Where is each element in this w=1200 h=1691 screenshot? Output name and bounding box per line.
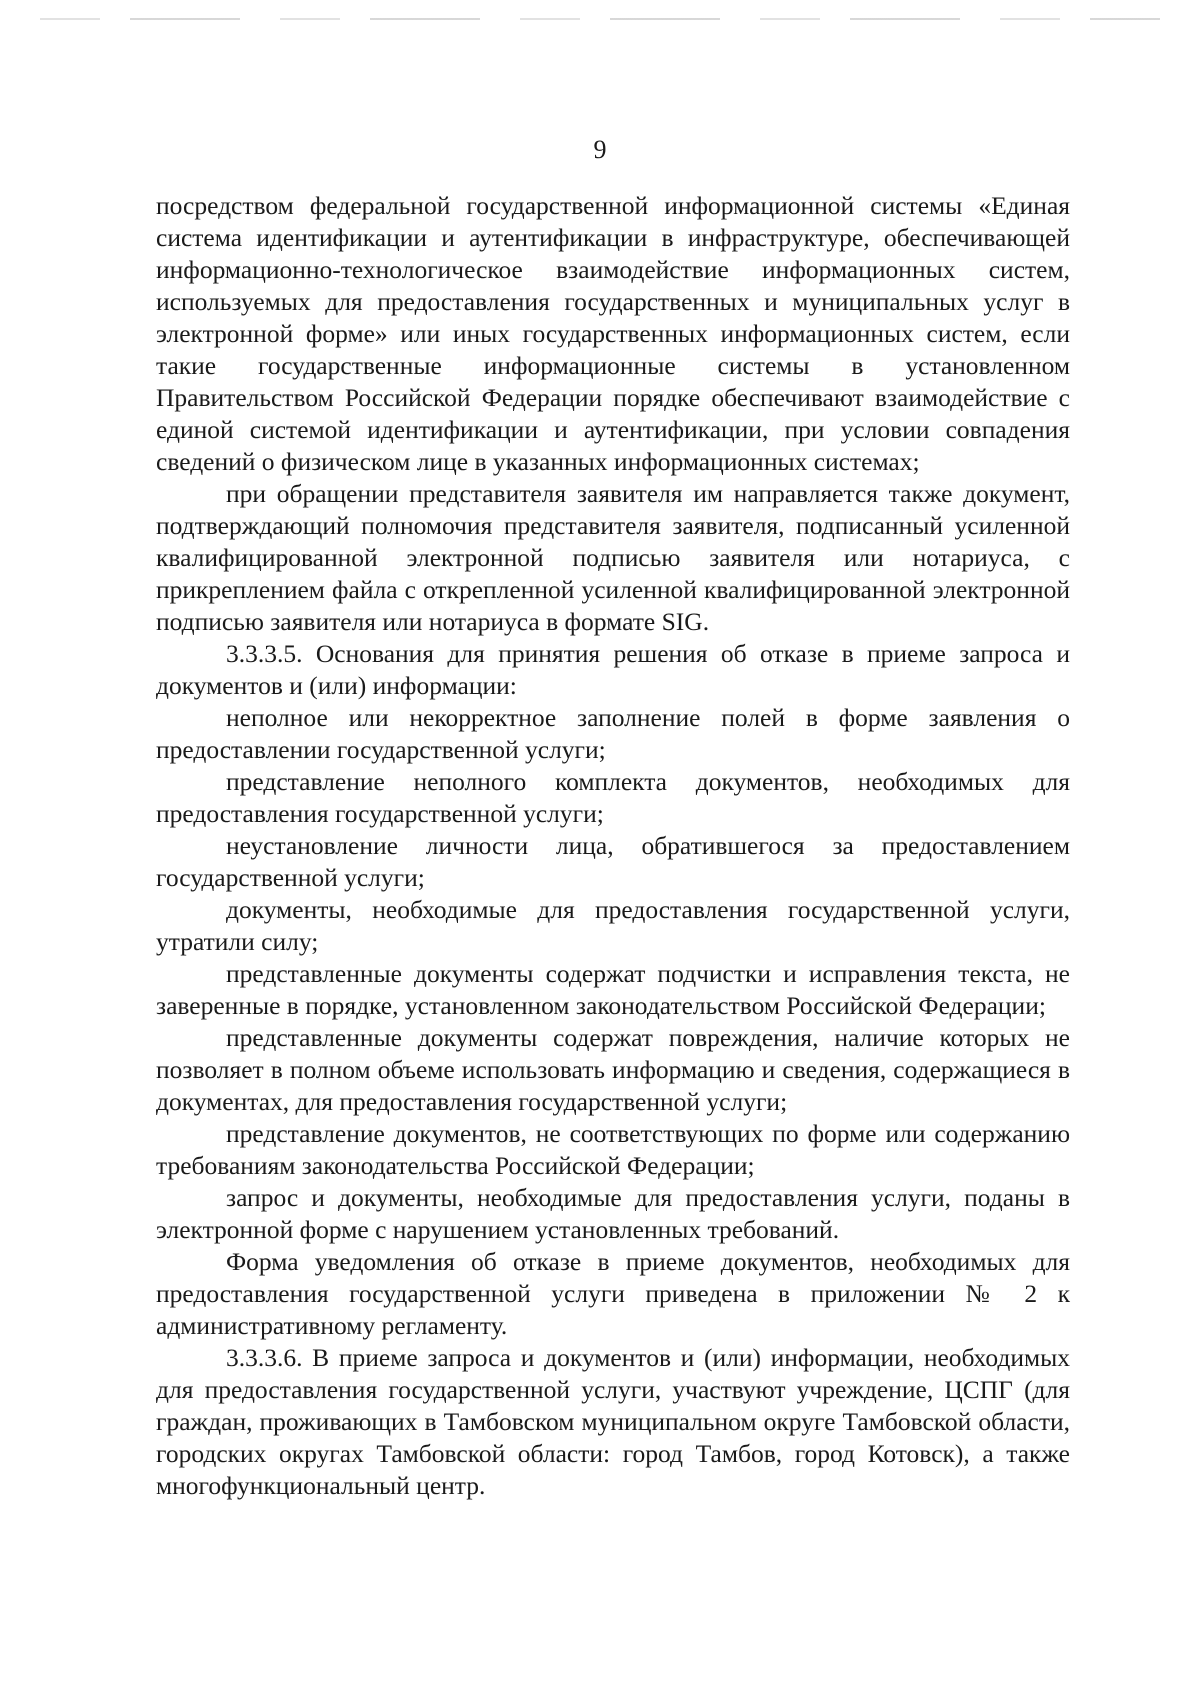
list-item-refusal-ground: запрос и документы, необходимые для предоставления услуги, поданы в электронной форме с нарушением установленных требований. [156,1183,1070,1244]
paragraph-3-3-3-6: 3.3.3.6. В приеме запроса и документов и (или) информации, необходимых для предоставления государственной услуги, участвуют учреждение, ЦСПГ (для граждан, проживающих в Тамбовском муниципальном округе Тамбовской области, городских округах Тамбовской области: город Тамбов, город Котовск), а также многофункциональный центр. [156,1343,1070,1500]
document-body [156,190,1070,1502]
list-item-refusal-ground: документы, необходимые для предоставления государственной услуги, утратили силу; [156,895,1070,956]
list-item-refusal-ground: неполное или некорректное заполнение полей в форме заявления о предоставлении государственной услуги; [156,703,1070,764]
paragraph-representative: при обращении представителя заявителя им направляется также документ, подтверждающий полномочия представителя заявителя, подписанный усиленной квалифицированной электронной подписью заявителя или нотариуса, с прикреплением файла с открепленной усиленной квалифицированной электронной подписью заявителя или нотариуса в формате SIG. [156,479,1070,636]
list-item-refusal-ground: представление неполного комплекта документов, необходимых для предоставления государственной услуги; [156,767,1070,828]
list-item-refusal-ground: представление документов, не соответствующих по форме или содержанию требованиям законодательства Российской Федерации; [156,1119,1070,1180]
paragraph-continuation: посредством федеральной государственной информационной системы «Единая система идентификации и аутентификации в инфраструктуре, обеспечивающей информационно-технологическое взаимодействие информационных систем, используемых для предоставления государственных и муниципальных услуг в электронной форме» или иных государственных информационных систем, если такие государственные информационные системы в установленном Правительством Российской Федерации порядке обеспечивают взаимодействие с единой системой идентификации и аутентификации, при условии совпадения сведений о физическом лице в указанных информационных системах; [156,191,1070,476]
scan-edge-artifact [40,18,1160,20]
page-number: 9 [593,135,607,164]
paragraph-3-3-3-5-heading: 3.3.3.5. Основания для принятия решения об отказе в приеме запроса и документов и (или) информации: [156,639,1070,700]
paragraph-refusal-form: Форма уведомления об отказе в приеме документов, необходимых для предоставления государственной услуги приведена в приложении № 2 к административному регламенту. [156,1247,1070,1340]
list-item-refusal-ground: представленные документы содержат подчистки и исправления текста, не заверенные в порядке, установленном законодательством Российской Федерации; [156,959,1070,1020]
list-item-refusal-ground: неустановление личности лица, обратившегося за предоставлением государственной услуги; [156,831,1070,892]
list-item-refusal-ground: представленные документы содержат повреждения, наличие которых не позволяет в полном объеме использовать информацию и сведения, содержащиеся в документах, для предоставления государственной услуги; [156,1023,1070,1116]
